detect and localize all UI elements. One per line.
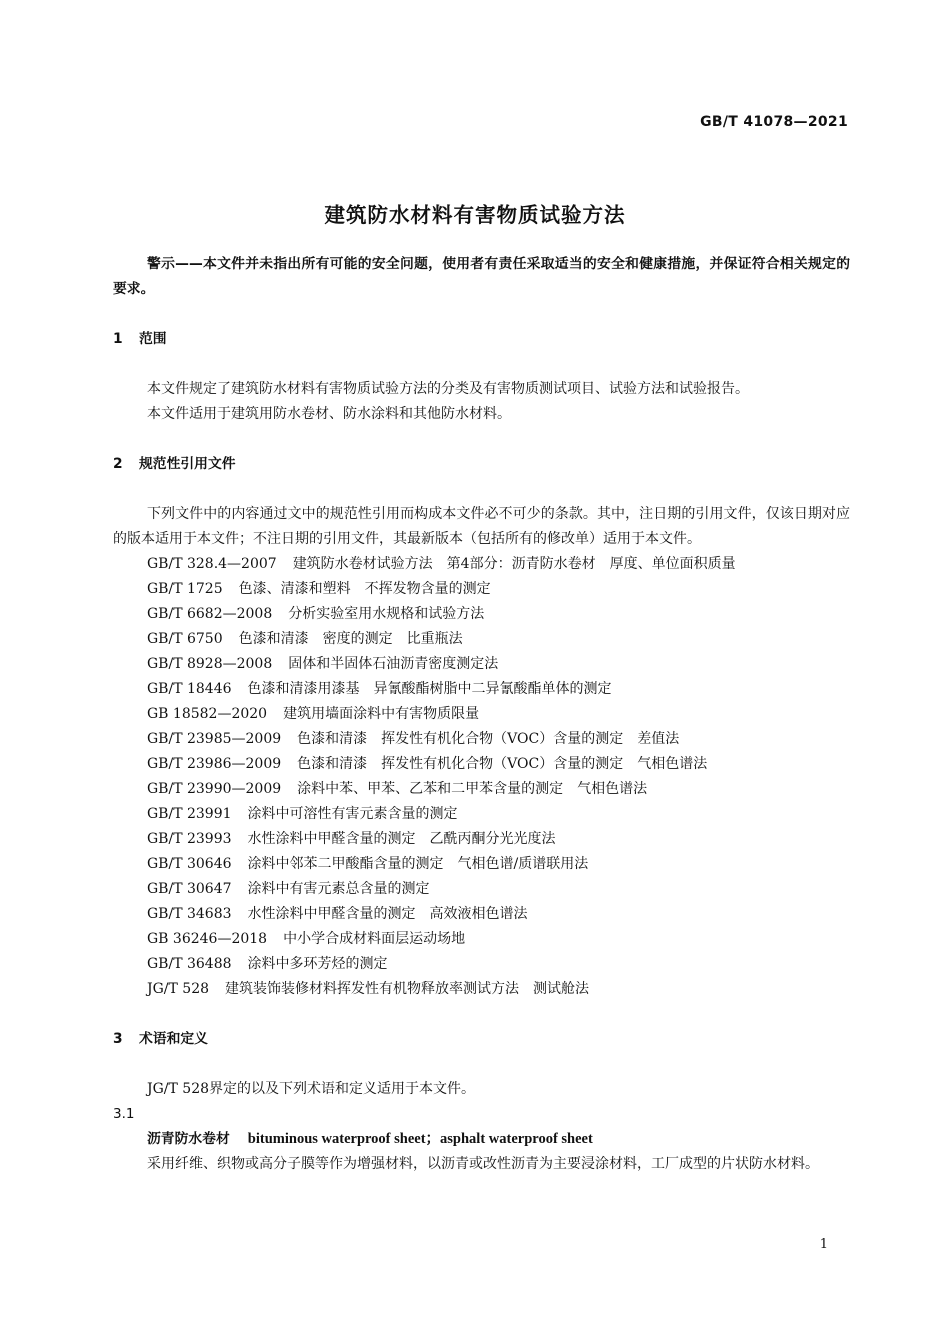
reference-item xyxy=(113,627,850,652)
document-body xyxy=(113,252,850,1177)
reference-code: JG/T 528 xyxy=(147,981,210,997)
reference-item xyxy=(113,702,850,727)
term-heading xyxy=(113,1127,850,1152)
reference-item xyxy=(113,677,850,702)
warning-text: 警示——本文件并未指出所有可能的安全问题，使用者有责任采取适当的安全和健康措施，并保证符合相关规定的要求。 xyxy=(113,256,850,297)
reference-code: GB/T 30646 xyxy=(147,856,232,872)
reference-title: 分析实验室用水规格和试验方法 xyxy=(288,606,485,622)
reference-code: GB/T 23986—2009 xyxy=(147,756,282,772)
reference-code: GB/T 328.4—2007 xyxy=(147,556,277,572)
reference-code: GB/T 6750 xyxy=(147,631,223,647)
page-title: 建筑防水材料有害物质试验方法 xyxy=(324,203,626,227)
reference-item xyxy=(113,852,850,877)
reference-item xyxy=(113,827,850,852)
reference-code: GB/T 8928—2008 xyxy=(147,656,273,672)
section-title: 范围 xyxy=(139,331,167,347)
reference-title: 中小学合成材料面层运动场地 xyxy=(283,931,466,947)
reference-title: 水性涂料中甲醛含量的测定 高效液相色谱法 xyxy=(247,906,528,922)
reference-item xyxy=(113,727,850,752)
reference-title: 固体和半固体石油沥青密度测定法 xyxy=(288,656,499,672)
term-english: bituminous waterproof sheet；asphalt waterproof sheet xyxy=(247,1131,593,1147)
reference-title: 涂料中有害元素总含量的测定 xyxy=(247,881,430,897)
reference-code: GB/T 23990—2009 xyxy=(147,781,282,797)
reference-item xyxy=(113,652,850,677)
reference-item xyxy=(113,927,850,952)
reference-code: GB/T 23991 xyxy=(147,806,232,822)
section-3-heading xyxy=(113,1027,850,1052)
reference-title: 色漆和清漆 密度的测定 比重瓶法 xyxy=(238,631,463,647)
reference-code: GB/T 1725 xyxy=(147,581,223,597)
references-intro: 下列文件中的内容通过文中的规范性引用而构成本文件必不可少的条款。其中，注日期的引用文件，仅该日期对应的版本适用于本文件；不注日期的引用文件，其最新版本（包括所有的修改单）适用于本文件。 xyxy=(113,506,850,547)
reference-code: GB/T 30647 xyxy=(147,881,232,897)
reference-title: 建筑装饰装修材料挥发性有机物释放率测试方法 测试舱法 xyxy=(225,981,590,997)
reference-item xyxy=(113,777,850,802)
section-number: 3 xyxy=(113,1031,123,1047)
scope-paragraph: 本文件适用于建筑用防水卷材、防水涂料和其他防水材料。 xyxy=(147,406,511,422)
reference-item xyxy=(113,952,850,977)
term-definition: 采用纤维、织物或高分子膜等作为增强材料，以沥青或改性沥青为主要浸涂材料，工厂成型的片状防水材料。 xyxy=(147,1156,819,1172)
section-title: 规范性引用文件 xyxy=(139,456,236,472)
scope-paragraph: 本文件规定了建筑防水材料有害物质试验方法的分类及有害物质测试项目、试验方法和试验报告。 xyxy=(147,381,749,397)
reference-item xyxy=(113,552,850,577)
reference-title: 涂料中多环芳烃的测定 xyxy=(247,956,388,972)
section-number: 1 xyxy=(113,331,123,347)
terms-intro: JG/T 528界定的以及下列术语和定义适用于本文件。 xyxy=(147,1081,476,1097)
reference-title: 色漆和清漆用漆基 异氰酸酯树脂中二异氰酸酯单体的测定 xyxy=(247,681,612,697)
section-2-heading xyxy=(113,452,850,477)
clause-number: 3.1 xyxy=(113,1106,135,1122)
reference-item xyxy=(113,877,850,902)
reference-code: GB/T 23985—2009 xyxy=(147,731,282,747)
reference-code: GB/T 34683 xyxy=(147,906,232,922)
standard-code: GB/T 41078—2021 xyxy=(700,114,848,130)
reference-item xyxy=(113,602,850,627)
reference-code: GB/T 18446 xyxy=(147,681,232,697)
reference-title: 涂料中苯、甲苯、乙苯和二甲苯含量的测定 气相色谱法 xyxy=(297,781,648,797)
section-1-heading xyxy=(113,327,850,352)
reference-code: GB 36246—2018 xyxy=(147,931,268,947)
term-chinese: 沥青防水卷材 xyxy=(147,1131,230,1147)
section-number: 2 xyxy=(113,456,123,472)
reference-item xyxy=(113,802,850,827)
reference-list xyxy=(113,552,850,1002)
reference-title: 建筑防水卷材试验方法 第4部分：沥青防水卷材 厚度、单位面积质量 xyxy=(292,556,736,572)
reference-item xyxy=(113,752,850,777)
term-entry xyxy=(113,1102,850,1177)
reference-item xyxy=(113,977,850,1002)
page-number: 1 xyxy=(819,1237,828,1252)
reference-title: 色漆和清漆 挥发性有机化合物（VOC）含量的测定 差值法 xyxy=(297,731,680,747)
reference-title: 建筑用墙面涂料中有害物质限量 xyxy=(283,706,480,722)
reference-title: 色漆、清漆和塑料 不挥发物含量的测定 xyxy=(238,581,491,597)
reference-code: GB/T 23993 xyxy=(147,831,232,847)
reference-title: 水性涂料中甲醛含量的测定 乙酰丙酮分光光度法 xyxy=(247,831,556,847)
reference-title: 色漆和清漆 挥发性有机化合物（VOC）含量的测定 气相色谱法 xyxy=(297,756,708,772)
reference-title: 涂料中邻苯二甲酸酯含量的测定 气相色谱/质谱联用法 xyxy=(247,856,589,872)
reference-code: GB/T 36488 xyxy=(147,956,232,972)
reference-title: 涂料中可溶性有害元素含量的测定 xyxy=(247,806,458,822)
section-title: 术语和定义 xyxy=(139,1031,208,1047)
reference-item xyxy=(113,902,850,927)
reference-code: GB/T 6682—2008 xyxy=(147,606,273,622)
reference-item xyxy=(113,577,850,602)
reference-code: GB 18582—2020 xyxy=(147,706,268,722)
